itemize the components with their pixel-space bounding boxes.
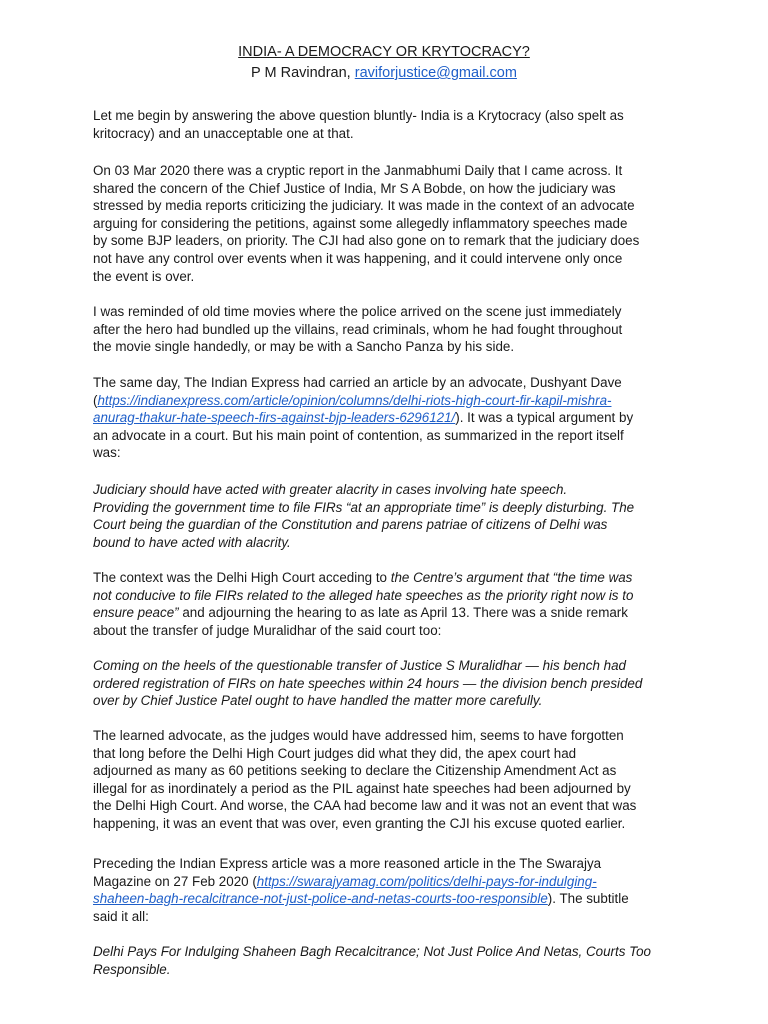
author-email-link[interactable]: raviforjustice@gmail.com	[354, 65, 517, 81]
paragraph-context	[93, 569, 683, 639]
text-line: the movie single handedly, or may be with a Sancho Panza by his side.	[93, 339, 515, 355]
text-line	[93, 569, 683, 587]
paragraph-janmabhumi	[93, 162, 683, 285]
text-line	[93, 890, 683, 908]
text-line: the Delhi High Court. And worse, the CAA had become law and it was not an event that was	[93, 798, 637, 814]
text-line: Delhi Pays For Indulging Shaheen Bagh Recalcitrance; Not Just Police And Netas, Courts Too	[93, 944, 651, 959]
author-line	[0, 65, 768, 81]
quote-judiciary	[93, 481, 683, 551]
text-line: over by Chief Justice Patel ought to have handled the matter more carefully.	[93, 693, 543, 709]
document-title: INDIA- A DEMOCRACY OR KRYTOCRACY?	[238, 44, 530, 60]
text-line: Coming on the heels of the questionable transfer of Justice S Muralidhar — his bench had	[93, 658, 626, 673]
text-line: shared the concern of the Chief Justice of India, Mr S A Bobde, on how the judiciary was	[93, 180, 616, 196]
text-fragment: ). It was a typical argument by	[455, 410, 634, 426]
text-line: by some BJP leaders, on priority. The CJI had also gone on to remark that the judiciary does	[93, 233, 640, 249]
text-line: bound to have acted with alacrity.	[93, 534, 291, 550]
text-line: I was reminded of old time movies where the police arrived on the scene just immediately	[93, 304, 622, 319]
text-line: The same day, The Indian Express had carried an article by an advocate, Dushyant Dave	[93, 375, 622, 390]
text-line: Let me begin by answering the above question bluntly- India is a Krytocracy (also spelt as	[93, 108, 624, 123]
text-line: that long before the Delhi High Court judges did what they did, the apex court had	[93, 745, 577, 761]
text-fragment: Magazine on 27 Feb 2020 (	[93, 873, 257, 889]
text-line: Preceding the Indian Express article was a more reasoned article in the The Swarajya	[93, 856, 602, 871]
text-line: ordered registration of FIRs on hate speeches within 24 hours — the division bench presided	[93, 675, 643, 691]
text-fragment: and adjourning the hearing to as late as April 13. There was a snide remark	[178, 605, 628, 621]
text-line: illegal for as inordinately a period as the PIL against hate speeches had been adjourned by	[93, 780, 631, 796]
paragraph-intro	[93, 107, 683, 142]
text-line: arguing for considering the petitions, against some allegedly inflammatory speeches made	[93, 215, 628, 231]
author-name: P M Ravindran,	[251, 65, 355, 81]
quote-muralidhar	[93, 657, 683, 710]
text-line: said it all:	[93, 908, 149, 924]
text-line: Court being the guardian of the Constitution and parens patriae of citizens of Delhi was	[93, 517, 608, 533]
text-line: not have any control over events when it was happening, and it could intervene only once	[93, 250, 623, 266]
text-line	[93, 409, 683, 427]
text-line: Providing the government time to file FIRs “at an appropriate time” is deeply disturbing. The	[93, 499, 635, 515]
paragraph-swarajya	[93, 855, 683, 925]
text-line: after the hero had bundled up the villains, read criminals, whom he had fought throughout	[93, 321, 623, 337]
text-fragment: (	[93, 392, 98, 408]
paragraph-indian-express	[93, 374, 683, 462]
text-line: happening, it was an event that was over, even granting the CJI his excuse quoted earlier.	[93, 815, 626, 831]
text-line: kritocracy) and an unacceptable one at that.	[93, 125, 354, 141]
text-line: adjourned as many as 60 petitions seeking to declare the Citizenship Amendment Act as	[93, 763, 617, 779]
text-fragment-italic: ensure peace”	[93, 605, 179, 621]
text-line: about the transfer of judge Muralidhar of the said court too:	[93, 622, 442, 638]
text-fragment: The context was the Delhi High Court acceding to	[93, 570, 391, 585]
text-line: an advocate in a court. But his main point of contention, as summarized in the report itself	[93, 427, 624, 443]
text-line: Judiciary should have acted with greater alacrity in cases involving hate speech.	[93, 482, 568, 497]
quote-subtitle	[93, 943, 683, 978]
indianexpress-link-cont[interactable]: anurag-thakur-hate-speech-firs-against-bjp-leaders-6296121/	[93, 410, 456, 426]
text-line: stressed by media reports criticizing the judiciary. It was made in the context of an advocate	[93, 198, 635, 214]
paragraph-learned-advocate	[93, 727, 683, 833]
text-line: Responsible.	[93, 961, 171, 977]
text-line	[93, 873, 683, 891]
text-fragment-italic: the Centre’s argument that “the time was	[390, 570, 633, 585]
indianexpress-link[interactable]: https://indianexpress.com/article/opinion/columns/delhi-riots-high-court-fir-kapil-mishra-	[97, 392, 612, 408]
text-line: was:	[93, 445, 121, 461]
text-line: not conducive to file FIRs related to the alleged hate speeches as the priority right now is to	[93, 587, 634, 603]
text-line	[93, 392, 683, 410]
swarajya-link-cont[interactable]: shaheen-bagh-recalcitrance-not-just-police-and-netas-courts-too-responsible	[93, 891, 548, 907]
paragraph-movies	[93, 303, 683, 356]
text-fragment: ). The subtitle	[547, 891, 629, 907]
swarajya-link[interactable]: https://swarajyamag.com/politics/delhi-pays-for-indulging-	[256, 873, 597, 889]
text-line: The learned advocate, as the judges would have addressed him, seems to have forgotten	[93, 728, 624, 743]
text-line: On 03 Mar 2020 there was a cryptic report in the Janmabhumi Daily that I came across. It	[93, 163, 623, 178]
text-line	[93, 604, 683, 622]
text-line: the event is over.	[93, 268, 195, 284]
